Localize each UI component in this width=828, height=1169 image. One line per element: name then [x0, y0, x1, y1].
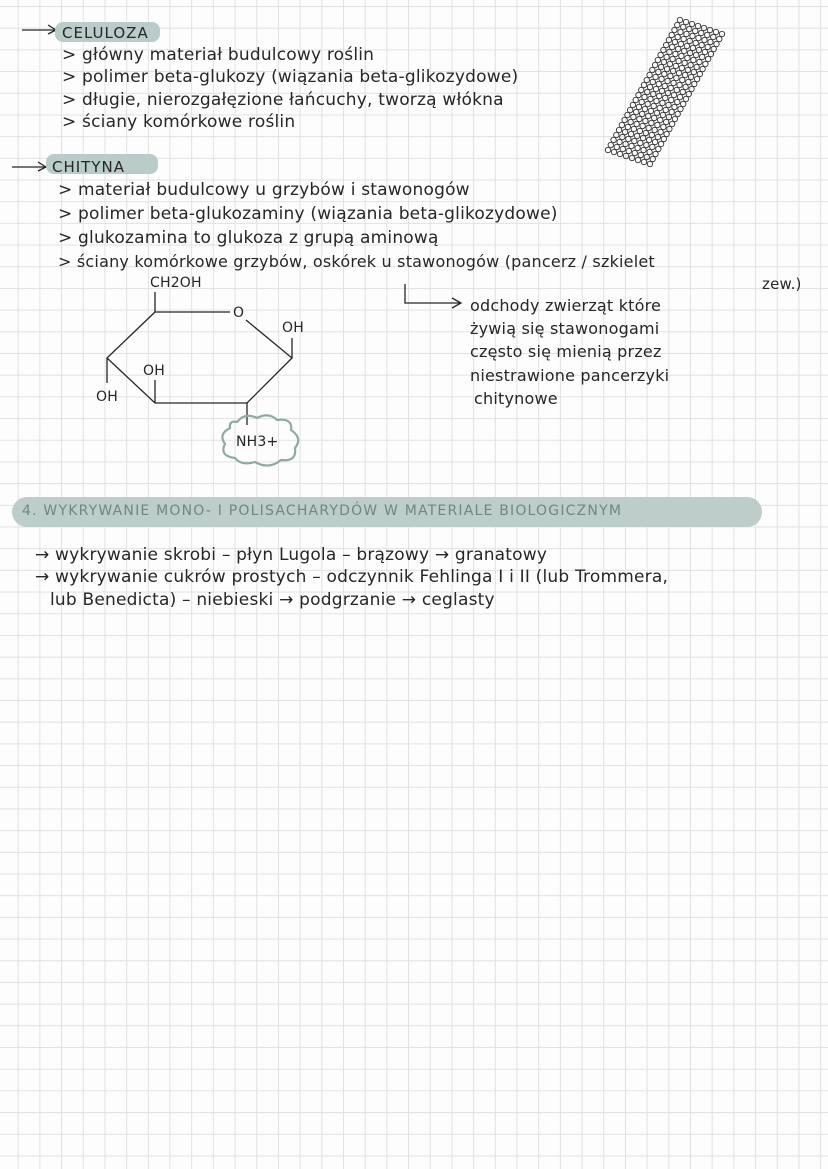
- fibril-ring: [671, 92, 676, 97]
- fibril-ring: [653, 86, 658, 91]
- fibril-ring: [685, 55, 690, 60]
- label-ch2oh: CH2OH: [150, 275, 202, 291]
- fibril-ring: [657, 93, 662, 98]
- fibril-ring: [661, 124, 666, 129]
- fibril-ring: [665, 90, 670, 95]
- fibril-ring: [658, 141, 663, 146]
- fibril-ring: [660, 112, 665, 117]
- fibril-ring: [638, 140, 643, 145]
- fibril-ring: [626, 148, 631, 153]
- fibril-ring: [691, 57, 696, 62]
- list-item: > polimer beta-glukozy (wiązania beta-glikozydowe): [62, 67, 519, 87]
- fibril-ring: [666, 114, 671, 119]
- fibril-ring: [645, 89, 650, 94]
- fibril-ring: [633, 97, 638, 102]
- fibril-ring: [686, 79, 691, 84]
- fibril-ring: [657, 117, 662, 122]
- fibril-ring: [700, 66, 705, 71]
- fibril-ring: [654, 110, 659, 115]
- fibril-ring: [625, 124, 630, 129]
- fibril-ring: [673, 63, 678, 68]
- fibril-ring: [650, 144, 655, 149]
- fibril-ring: [714, 41, 719, 46]
- fibril-ring: [694, 76, 699, 81]
- fibril-ring: [675, 22, 680, 27]
- fibril-ring: [661, 136, 666, 141]
- fibril-ring: [686, 91, 691, 96]
- detection-line: → wykrywanie skrobi – płyn Lugola – brązowy → granatowy: [35, 545, 548, 565]
- fibril-ring: [655, 122, 660, 127]
- fibril-ring: [611, 137, 616, 142]
- fibril-ring: [688, 62, 693, 67]
- fibril-ring: [708, 51, 713, 56]
- fibril-ring: [699, 30, 704, 35]
- heading-chityna: CHITYNA: [52, 158, 125, 176]
- fibril-ring: [628, 131, 633, 136]
- fibril-ring: [639, 87, 644, 92]
- cellulose-fibril-drawing: [605, 17, 724, 166]
- fibril-ring: [670, 56, 675, 61]
- fibril-ring: [637, 116, 642, 121]
- fibril-ring: [641, 147, 646, 152]
- fibril-ring: [683, 96, 688, 101]
- fibril-ring: [685, 67, 690, 72]
- label-nh3: NH3+: [236, 434, 279, 450]
- arrow-icon: [405, 284, 461, 308]
- fibril-ring: [656, 69, 661, 74]
- fibril-ring: [670, 68, 675, 73]
- fibril-ring: [697, 59, 702, 64]
- fibril-ring: [642, 106, 647, 111]
- fibril-ring: [678, 41, 683, 46]
- fibril-ring: [625, 112, 630, 117]
- fibril-ring: [693, 52, 698, 57]
- fibril-ring: [676, 58, 681, 63]
- fibril-ring: [687, 38, 692, 43]
- fibril-ring: [629, 155, 634, 160]
- fibril-ring: [659, 88, 664, 93]
- fibril-ring: [622, 117, 627, 122]
- fibril-ring: [677, 94, 682, 99]
- label-oh: OH: [143, 363, 165, 379]
- fibril-ring: [707, 27, 712, 32]
- note-line: żywią się stawonogami: [470, 319, 660, 338]
- fibril-ring: [688, 74, 693, 79]
- fibril-ring: [699, 54, 704, 59]
- fibril-ring: [701, 25, 706, 30]
- fibril-ring: [663, 107, 668, 112]
- list-item: > materiał budulcowy u grzybów i stawonogów: [58, 180, 470, 200]
- fibril-ring: [648, 108, 653, 113]
- fibril-ring: [653, 74, 658, 79]
- fibril-ring: [645, 113, 650, 118]
- fibril-ring: [663, 42, 668, 47]
- fibril-ring: [665, 78, 670, 83]
- fibril-ring: [678, 106, 683, 111]
- fibril-ring: [640, 135, 645, 140]
- fibril-ring: [632, 138, 637, 143]
- fibril-ring: [674, 87, 679, 92]
- fibril-ring: [644, 154, 649, 159]
- fibril-ring: [623, 141, 628, 146]
- fibril-ring: [717, 36, 722, 41]
- fibril-ring: [681, 24, 686, 29]
- fibril-ring: [656, 81, 661, 86]
- fibril-ring: [668, 85, 673, 90]
- fibril-ring: [681, 48, 686, 53]
- fibril-ring: [693, 28, 698, 33]
- fibril-ring: [647, 149, 652, 154]
- fibril-ring: [657, 105, 662, 110]
- fibril-ring: [636, 92, 641, 97]
- fibril-ring: [638, 152, 643, 157]
- fibril-ring: [675, 34, 680, 39]
- section-4-title: 4. WYKRYWANIE MONO- I POLISACHARYDÓW W MATERIALE BIOLOGICZNYM: [22, 503, 623, 519]
- fibril-ring: [672, 104, 677, 109]
- fibril-ring: [711, 46, 716, 51]
- fibril-ring: [630, 102, 635, 107]
- fibril-ring: [649, 120, 654, 125]
- fibril-ring: [626, 136, 631, 141]
- fibril-ring: [655, 57, 660, 62]
- fibril-ring: [636, 104, 641, 109]
- fibril-ring: [669, 109, 674, 114]
- fibril-ring: [664, 131, 669, 136]
- fibril-ring: [667, 126, 672, 131]
- fibril-ring: [663, 95, 668, 100]
- fibril-ring: [690, 45, 695, 50]
- fibril-ring: [666, 37, 671, 42]
- glucosamine-structure: [107, 292, 292, 425]
- list-item: > długie, nierozgałęzione łańcuchy, tworzą włókna: [62, 90, 504, 110]
- fibril-ring: [651, 103, 656, 108]
- fibril-ring: [675, 46, 680, 51]
- list-item: > główny materiał budulcowy roślin: [62, 45, 375, 65]
- fibril-ring: [692, 81, 697, 86]
- fibril-ring: [660, 100, 665, 105]
- fibril-ring: [611, 149, 616, 154]
- fibril-ring: [634, 121, 639, 126]
- fibril-ring: [643, 130, 648, 135]
- fibril-ring: [664, 66, 669, 71]
- fibril-ring: [658, 64, 663, 69]
- fibril-ring: [651, 115, 656, 120]
- heading-celuloza: CELULOZA: [62, 24, 149, 42]
- fibril-ring: [705, 56, 710, 61]
- fibril-ring: [652, 127, 657, 132]
- note-line: chitynowe: [474, 389, 558, 408]
- fibril-ring: [662, 71, 667, 76]
- fibril-ring: [620, 146, 625, 151]
- fibril-ring: [702, 49, 707, 54]
- fibril-ring: [667, 49, 672, 54]
- fibril-ring: [672, 27, 677, 32]
- fibril-ring: [631, 114, 636, 119]
- fibril-ring: [684, 43, 689, 48]
- fibril-ring: [674, 75, 679, 80]
- fibril-ring: [644, 77, 649, 82]
- fibril-ring: [696, 35, 701, 40]
- fibril-ring: [680, 77, 685, 82]
- fibril-ring: [675, 111, 680, 116]
- arrow-icon: [12, 162, 46, 171]
- fibril-ring: [702, 37, 707, 42]
- fibril-ring: [680, 89, 685, 94]
- fibril-ring: [614, 144, 619, 149]
- fibril-ring: [652, 139, 657, 144]
- fibril-ring: [656, 146, 661, 151]
- fibril-ring: [644, 142, 649, 147]
- fibril-ring: [687, 50, 692, 55]
- list-item-continuation: zew.): [762, 275, 802, 293]
- fibril-ring: [689, 86, 694, 91]
- fibril-ring: [622, 129, 627, 134]
- fibril-ring: [687, 26, 692, 31]
- fibril-ring: [661, 59, 666, 64]
- fibril-ring: [627, 107, 632, 112]
- fibril-ring: [690, 33, 695, 38]
- fibril-ring: [635, 157, 640, 162]
- fibril-ring: [719, 31, 724, 36]
- fibril-ring: [671, 80, 676, 85]
- fibril-ring: [648, 96, 653, 101]
- fibril-ring: [617, 139, 622, 144]
- note-line: niestrawione pancerzyki: [470, 366, 670, 385]
- fibril-ring: [708, 39, 713, 44]
- fibril-ring: [629, 143, 634, 148]
- list-item: > ściany komórkowe roślin: [62, 112, 296, 132]
- fibril-ring: [653, 151, 658, 156]
- fibril-ring: [623, 153, 628, 158]
- fibril-ring: [631, 126, 636, 131]
- fibril-ring: [713, 29, 718, 34]
- note-line: często się mienią przez: [470, 342, 662, 361]
- fibril-ring: [676, 70, 681, 75]
- fibril-ring: [647, 84, 652, 89]
- fibril-ring: [663, 119, 668, 124]
- fibril-ring: [679, 65, 684, 70]
- fibril-ring: [662, 83, 667, 88]
- detection-line: → wykrywanie cukrów prostych – odczynnik Fehlinga I i II (lub Trommera,: [35, 567, 669, 587]
- fibril-ring: [694, 64, 699, 69]
- fibril-ring: [634, 133, 639, 138]
- fibril-ring: [632, 150, 637, 155]
- fibril-ring: [672, 116, 677, 121]
- fibril-ring: [647, 161, 652, 166]
- fibril-ring: [652, 62, 657, 67]
- fibril-ring: [635, 145, 640, 150]
- detection-line: lub Benedicta) – niebieski → podgrzanie → ceglasty: [50, 590, 495, 610]
- fibril-ring: [711, 34, 716, 39]
- fibril-ring: [705, 32, 710, 37]
- fibril-ring: [678, 29, 683, 34]
- fibril-ring: [647, 72, 652, 77]
- fibril-ring: [677, 82, 682, 87]
- fibril-ring: [669, 97, 674, 102]
- label-ring-oxygen: O: [233, 305, 245, 321]
- fibril-ring: [682, 60, 687, 65]
- list-item: > ściany komórkowe grzybów, oskórek u stawonogów (pancerz / szkielet: [58, 252, 655, 271]
- list-item: > glukozamina to glukoza z grupą aminową: [58, 228, 439, 248]
- fibril-ring: [617, 151, 622, 156]
- fibril-ring: [658, 52, 663, 57]
- fibril-ring: [667, 61, 672, 66]
- fibril-ring: [664, 54, 669, 59]
- fibril-ring: [673, 51, 678, 56]
- fibril-ring: [684, 31, 689, 36]
- fibril-ring: [616, 127, 621, 132]
- fibril-ring: [683, 19, 688, 24]
- fibril-ring: [645, 101, 650, 106]
- fibril-ring: [679, 53, 684, 58]
- fibril-ring: [642, 94, 647, 99]
- fibril-ring: [643, 118, 648, 123]
- fibril-ring: [681, 36, 686, 41]
- fibril-ring: [696, 47, 701, 52]
- fibril-ring: [650, 67, 655, 72]
- fibril-ring: [646, 137, 651, 142]
- fibril-ring: [703, 61, 708, 66]
- fibril-ring: [650, 79, 655, 84]
- fibril-ring: [614, 132, 619, 137]
- fibril-ring: [646, 125, 651, 130]
- fibril-ring: [669, 121, 674, 126]
- fibril-ring: [677, 17, 682, 22]
- fibril-ring: [658, 129, 663, 134]
- fibril-ring: [650, 156, 655, 161]
- fibril-ring: [640, 123, 645, 128]
- fibril-ring: [628, 119, 633, 124]
- list-item: > polimer beta-glukozaminy (wiązania beta-glikozydowe): [58, 204, 558, 224]
- fibril-ring: [633, 109, 638, 114]
- fibril-ring: [681, 101, 686, 106]
- fibril-ring: [659, 76, 664, 81]
- fibril-ring: [639, 99, 644, 104]
- fibril-ring: [668, 73, 673, 78]
- fibril-ring: [641, 159, 646, 164]
- fibril-ring: [637, 128, 642, 133]
- fibril-ring: [675, 99, 680, 104]
- fibril-ring: [693, 40, 698, 45]
- fibril-ring: [639, 111, 644, 116]
- fibril-ring: [620, 134, 625, 139]
- arrow-icon: [22, 25, 56, 34]
- section-4-banner: [12, 497, 762, 527]
- fibril-ring: [641, 82, 646, 87]
- fibril-ring: [689, 21, 694, 26]
- fibril-ring: [651, 91, 656, 96]
- fibril-ring: [649, 132, 654, 137]
- note-line: odchody zwierząt które: [470, 296, 662, 315]
- fibril-ring: [655, 134, 660, 139]
- fibril-ring: [605, 147, 610, 152]
- fibril-ring: [619, 122, 624, 127]
- fibril-ring: [666, 102, 671, 107]
- fibril-ring: [661, 47, 666, 52]
- fibril-ring: [695, 23, 700, 28]
- fibril-ring: [682, 72, 687, 77]
- label-oh: OH: [96, 389, 118, 405]
- fibril-ring: [705, 44, 710, 49]
- fibril-ring: [672, 39, 677, 44]
- fibril-ring: [669, 32, 674, 37]
- fibril-ring: [683, 84, 688, 89]
- fibril-ring: [699, 42, 704, 47]
- fibril-ring: [669, 44, 674, 49]
- label-oh: OH: [282, 320, 304, 336]
- fibril-ring: [697, 71, 702, 76]
- fibril-ring: [691, 69, 696, 74]
- fibril-ring: [654, 98, 659, 103]
- fibril-ring: [608, 142, 613, 147]
